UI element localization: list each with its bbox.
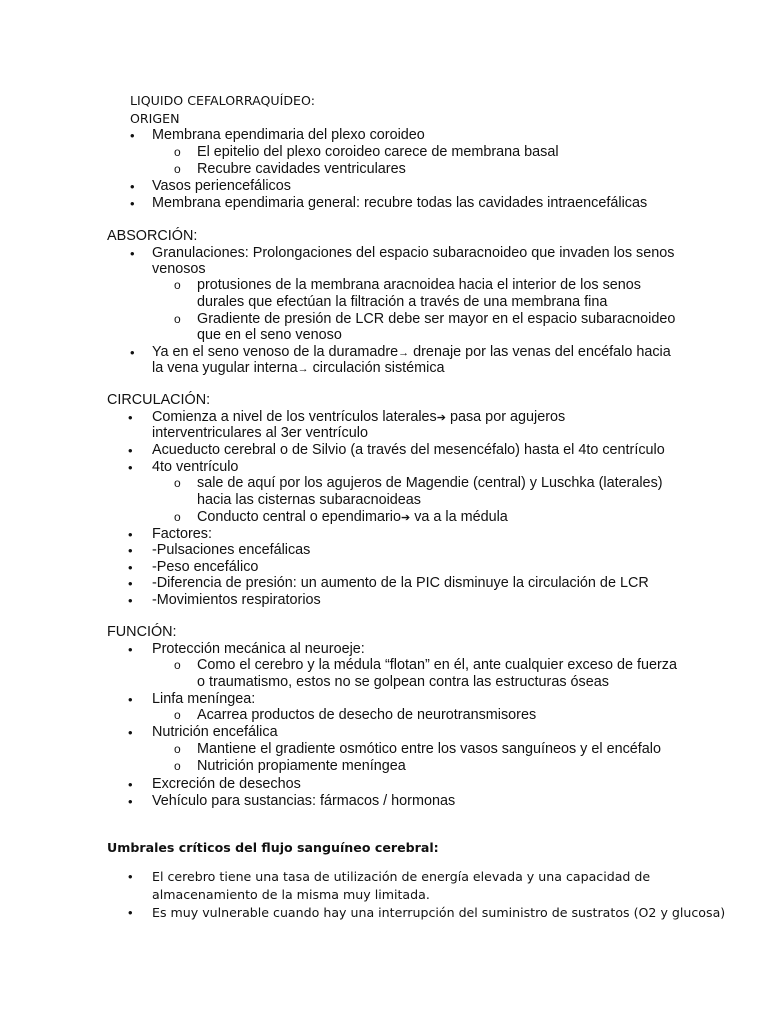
line-text: Membrana ependimaria general: recubre todas las cavidades intraencefálicas [152,195,648,211]
arrow-icon: → [398,347,410,359]
line-text: Acarrea productos de desecho de neurotransmisores [197,707,537,723]
text-line [152,575,649,592]
text-line [152,245,674,262]
sub-bullet-marker: o [174,162,181,176]
line-text: almacenamiento de la misma muy limitada. [152,887,430,902]
line-text: venosos [152,261,206,277]
line-text: ORIGEN [130,111,180,126]
text-line [107,392,210,409]
bullet-marker: • [130,196,135,211]
text-line [152,868,650,885]
text-line [197,657,677,674]
line-text: Acueducto cerebral o de Silvio (a través del mesencéfalo) hasta el 4to centrículo [152,442,665,458]
bullet-marker: • [128,560,133,575]
text-line [152,691,255,708]
text-line [152,886,430,903]
line-text: hacia las cisternas subaracnoideas [197,492,421,508]
line-text: Nutrición encefálica [152,724,278,740]
text-line [197,327,342,344]
bullet-marker: • [128,725,133,740]
bullet-marker: • [128,593,133,608]
line-text: FUNCIÓN: [107,624,177,640]
line-text: sale de aquí por los agujeros de Magendie (central) y Luschka (laterales) [197,475,663,491]
bullet-marker: • [128,869,133,884]
line-text: ABSORCIÓN: [107,228,198,244]
line-text: -Diferencia de presión: un aumento de la PIC disminuye la circulación de LCR [152,575,649,591]
line-text: Granulaciones: Prolongaciones del espacio subaracnoideo que invaden los senos [152,245,675,261]
bullet-marker: • [128,460,133,475]
line-text: 4to ventrículo [152,459,239,475]
line-text: CIRCULACIÓN: [107,392,211,408]
line-text: Membrana ependimaria del plexo coroideo [152,127,425,143]
line-text: Conducto central o ependimario [197,509,401,525]
text-line [152,904,725,921]
line-text: Como el cerebro y la médula “flotan” en él, ante cualquier exceso de fuerza [197,657,677,673]
text-line [130,110,180,127]
line-text: que en el seno venoso [197,327,342,343]
text-line [152,459,238,476]
line-text: durales que efectúan la filtración a través de una membrana fina [197,294,608,310]
text-line [107,228,197,245]
text-line [152,178,291,195]
bullet-marker: • [128,692,133,707]
bullet-marker: • [128,905,133,920]
line-text: Vasos periencefálicos [152,178,291,194]
text-line [152,526,212,543]
text-line [107,624,177,641]
line-text: interventriculares al 3er ventrículo [152,425,368,441]
line-text: Vehículo para sustancias: fármacos / hormonas [152,793,456,809]
bullet-marker: • [128,443,133,458]
line-text-continued: drenaje por las venas del encéfalo hacia [409,344,671,360]
line-text: -Pulsaciones encefálicas [152,542,311,558]
text-line [152,641,365,658]
line-text: Protección mecánica al neuroeje: [152,641,365,657]
line-text: LIQUIDO CEFALORRAQUÍDEO: [130,93,315,108]
line-text: protusiones de la membrana aracnoidea hacia el interior de los senos [197,277,641,293]
line-text: Nutrición propiamente meníngea [197,758,406,774]
sub-bullet-marker: o [174,312,181,326]
arrow-icon: → [297,363,309,375]
bullet-marker: • [130,179,135,194]
sub-bullet-marker: o [174,510,181,524]
line-text: El cerebro tiene una tasa de utilización de energía elevada y una capacidad de [152,869,651,884]
line-text: Factores: [152,526,212,542]
line-text: Ya en el seno venoso de la duramadre [152,344,399,360]
text-line [197,277,641,294]
sub-bullet-marker: o [174,278,181,292]
arrow-icon: ➔ [401,512,411,524]
text-line [197,741,661,758]
text-line [152,442,665,459]
text-line [152,195,647,212]
line-text: la vena yugular interna [152,360,298,376]
bullet-marker: • [128,410,133,425]
line-text-continued: circulación sistémica [308,360,445,376]
text-line [107,839,439,856]
text-line [197,492,421,509]
sub-bullet-marker: o [174,145,181,159]
text-line [152,360,445,378]
line-text: Es muy vulnerable cuando hay una interrupción del suministro de sustratos (O2 y glucosa) [152,905,726,920]
text-line [197,707,536,724]
text-line [152,559,258,576]
line-text: Mantiene el gradiente osmótico entre los vasos sanguíneos y el encéfalo [197,741,661,757]
line-text: Linfa meníngea: [152,691,256,707]
text-line [152,542,310,559]
bullet-marker: • [130,128,135,143]
bullet-marker: • [128,527,133,542]
line-text: o traumatismo, estos no se golpean contra las estructuras óseas [197,674,609,690]
text-line [197,144,559,161]
bullet-marker: • [128,642,133,657]
line-text: Gradiente de presión de LCR debe ser mayor en el espacio subaracnoideo [197,311,676,327]
bullet-marker: • [128,543,133,558]
line-text: Recubre cavidades ventriculares [197,161,406,177]
line-text: Comienza a nivel de los ventrículos laterales [152,409,437,425]
sub-bullet-marker: o [174,759,181,773]
sub-bullet-marker: o [174,658,181,672]
text-line [197,509,508,527]
line-text-continued: va a la médula [410,509,508,525]
text-line [152,592,321,609]
bullet-marker: • [130,246,135,261]
bullet-marker: • [128,777,133,792]
text-line [197,161,406,178]
text-line [130,92,315,109]
text-line [197,311,675,328]
sub-bullet-marker: o [174,476,181,490]
bullet-marker: • [128,794,133,809]
text-line [197,674,609,691]
line-text: -Peso encefálico [152,559,259,575]
line-text: El epitelio del plexo coroideo carece de membrana basal [197,144,559,160]
text-line [152,724,278,741]
bullet-marker: • [128,576,133,591]
text-line [152,776,301,793]
bullet-marker: • [130,345,135,360]
text-line [197,758,406,775]
text-line [152,793,455,810]
line-text: -Movimientos respiratorios [152,592,321,608]
text-line [152,127,425,144]
sub-bullet-marker: o [174,742,181,756]
text-line [197,475,663,492]
line-text: Excreción de desechos [152,776,301,792]
arrow-icon: ➔ [436,412,446,424]
line-text: Umbrales críticos del flujo sanguíneo cerebral: [107,840,439,855]
sub-bullet-marker: o [174,708,181,722]
text-line [197,294,607,311]
text-line [152,261,206,278]
line-text-continued: pasa por agujeros [445,409,566,425]
text-line [152,425,368,442]
